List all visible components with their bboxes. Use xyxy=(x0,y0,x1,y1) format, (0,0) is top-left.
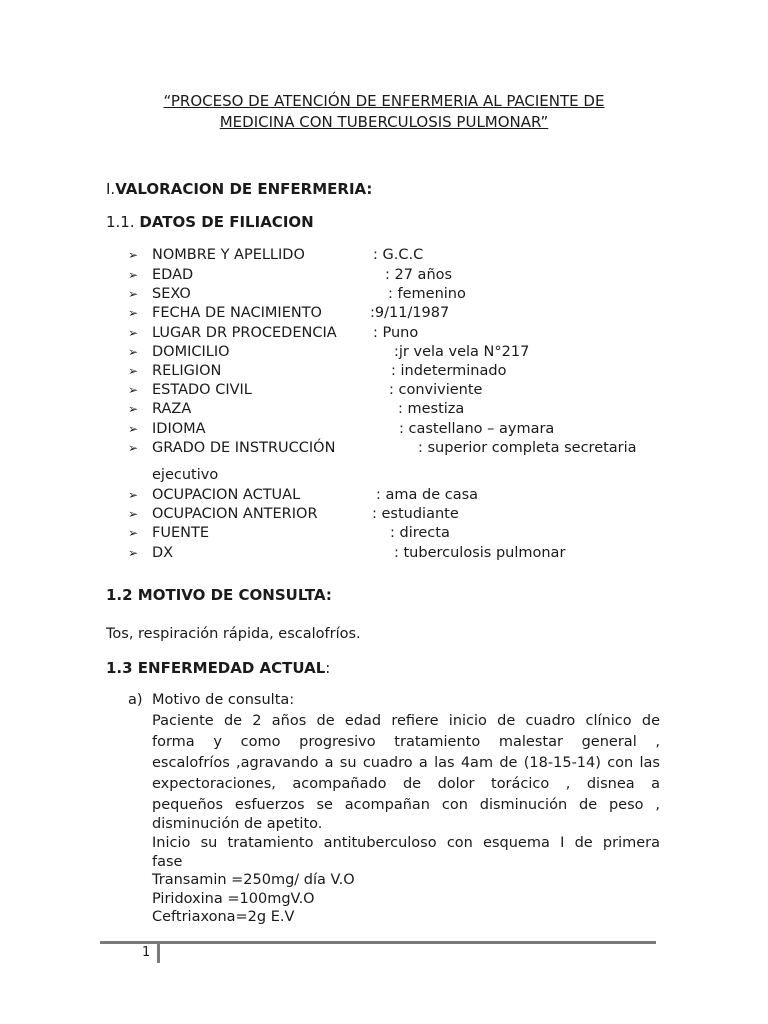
filiacion-item xyxy=(128,285,668,304)
paragraph-line: escalofríos ,agravando a su cuadro a las 4am de (18-15-14) con las xyxy=(152,755,660,771)
paragraph-line: expectoraciones, acompañado de dolor torácico , disnea a xyxy=(152,776,660,792)
filiacion-item xyxy=(128,381,668,400)
paragraph-last-line: disminución de apetito. xyxy=(152,816,323,832)
filiacion-item xyxy=(128,544,668,563)
paragraph-line: pequeños esfuerzos se acompañan con disminución de peso , xyxy=(152,797,660,813)
filiacion-value: : superior completa secretaria xyxy=(418,440,637,456)
filiacion-item xyxy=(128,420,668,439)
section-1-1-title: DATOS DE FILIACION xyxy=(139,213,314,231)
filiacion-value: : G.C.C xyxy=(373,247,424,263)
filiacion-value: : Puno xyxy=(373,325,419,341)
arrow-bullet-icon: ➢ xyxy=(128,383,139,397)
arrow-bullet-icon: ➢ xyxy=(128,402,139,416)
filiacion-value: :9/11/1987 xyxy=(370,305,450,321)
medication-line: Piridoxina =100mgV.O xyxy=(152,891,315,907)
section-1-heading xyxy=(106,180,372,198)
motivo-consulta-text: Tos, respiración rápida, escalofríos. xyxy=(106,626,361,642)
section-1-3-heading xyxy=(106,659,330,677)
document-title-line-1: “PROCESO DE ATENCIÓN DE ENFERMERIA AL PACIENTE DE xyxy=(163,92,605,110)
filiacion-label: NOMBRE Y APELLIDO xyxy=(152,247,305,263)
filiacion-label: GRADO DE INSTRUCCIÓN xyxy=(152,440,336,456)
filiacion-item xyxy=(128,343,668,362)
tratamiento-line-1: Inicio su tratamiento antituberculoso con esquema I de primera xyxy=(152,835,660,851)
instruccion-continuation: ejecutivo xyxy=(152,467,219,483)
filiacion-label: ESTADO CIVIL xyxy=(152,382,252,398)
paragraph-line: forma y como progresivo tratamiento malestar general , xyxy=(152,734,660,750)
footer-rule xyxy=(100,941,656,944)
filiacion-item xyxy=(128,439,668,458)
filiacion-value: : femenino xyxy=(388,286,466,302)
arrow-bullet-icon: ➢ xyxy=(128,364,139,378)
filiacion-value: : estudiante xyxy=(372,506,459,522)
filiacion-item xyxy=(128,266,668,285)
filiacion-item xyxy=(128,324,668,343)
medication-line: Ceftriaxona=2g E.V xyxy=(152,909,295,925)
filiacion-value: :jr vela vela N°217 xyxy=(394,344,530,360)
filiacion-label: DOMICILIO xyxy=(152,344,230,360)
filiacion-label: FUENTE xyxy=(152,525,209,541)
tratamiento-line-2: fase xyxy=(152,854,183,870)
arrow-bullet-icon: ➢ xyxy=(128,488,139,502)
filiacion-label: EDAD xyxy=(152,267,194,283)
filiacion-label: OCUPACION ACTUAL xyxy=(152,487,301,503)
list-marker-a: a) xyxy=(128,692,143,708)
arrow-bullet-icon: ➢ xyxy=(128,345,139,359)
filiacion-value: : mestiza xyxy=(398,401,465,417)
filiacion-item xyxy=(128,246,668,265)
section-1-3-colon: : xyxy=(325,659,331,677)
section-1-2-heading: 1.2 MOTIVO DE CONSULTA: xyxy=(106,586,332,604)
page-number-separator xyxy=(157,944,160,963)
filiacion-item xyxy=(128,400,668,419)
filiacion-item xyxy=(128,505,668,524)
arrow-bullet-icon: ➢ xyxy=(128,507,139,521)
filiacion-value: : indeterminado xyxy=(391,363,507,379)
section-1-1-heading xyxy=(106,213,314,231)
arrow-bullet-icon: ➢ xyxy=(128,287,139,301)
filiacion-value: : 27 años xyxy=(385,267,453,283)
filiacion-item xyxy=(128,486,668,505)
arrow-bullet-icon: ➢ xyxy=(128,306,139,320)
arrow-bullet-icon: ➢ xyxy=(128,526,139,540)
section-1-3-title: 1.3 ENFERMEDAD ACTUAL xyxy=(106,659,326,677)
filiacion-label: DX xyxy=(152,545,174,561)
filiacion-value: : conviviente xyxy=(389,382,483,398)
arrow-bullet-icon: ➢ xyxy=(128,441,139,455)
page-number: 1 xyxy=(142,945,151,960)
arrow-bullet-icon: ➢ xyxy=(128,422,139,436)
filiacion-value: : castellano – aymara xyxy=(399,421,555,437)
filiacion-item xyxy=(128,304,668,323)
filiacion-label: FECHA DE NACIMIENTO xyxy=(152,305,322,321)
section-1-roman: I. xyxy=(106,180,116,198)
filiacion-value: : directa xyxy=(390,525,450,541)
paragraph-line: Paciente de 2 años de edad refiere inicio de cuadro clínico de xyxy=(152,713,660,729)
filiacion-item xyxy=(128,524,668,543)
section-1-title: VALORACION DE ENFERMERIA: xyxy=(115,180,373,198)
medication-line: Transamin =250mg/ día V.O xyxy=(152,872,355,888)
arrow-bullet-icon: ➢ xyxy=(128,326,139,340)
arrow-bullet-icon: ➢ xyxy=(128,248,139,262)
filiacion-label: OCUPACION ANTERIOR xyxy=(152,506,318,522)
filiacion-label: SEXO xyxy=(152,286,191,302)
section-1-1-number: 1.1. xyxy=(106,213,135,231)
filiacion-item xyxy=(128,362,668,381)
filiacion-label: RAZA xyxy=(152,401,192,417)
filiacion-label: RELIGION xyxy=(152,363,222,379)
motivo-subtitle: Motivo de consulta: xyxy=(152,692,295,708)
filiacion-value: : ama de casa xyxy=(376,487,479,503)
arrow-bullet-icon: ➢ xyxy=(128,268,139,282)
filiacion-label: LUGAR DR PROCEDENCIA xyxy=(152,325,337,341)
document-title-line-2: MEDICINA CON TUBERCULOSIS PULMONAR” xyxy=(219,113,549,131)
filiacion-label: IDIOMA xyxy=(152,421,206,437)
arrow-bullet-icon: ➢ xyxy=(128,546,139,560)
filiacion-value: : tuberculosis pulmonar xyxy=(394,545,566,561)
